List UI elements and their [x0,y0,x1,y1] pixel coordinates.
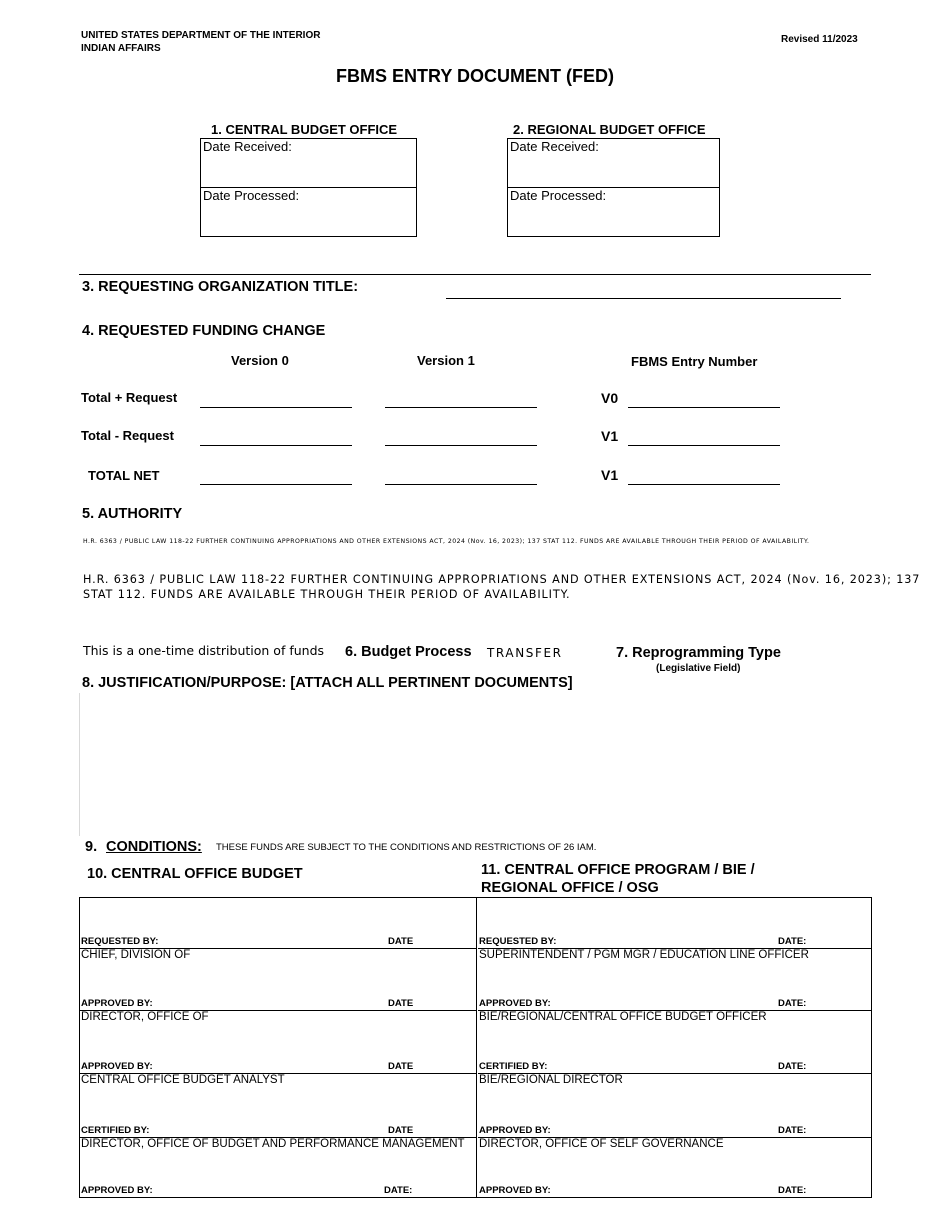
regional-budget-office-title: 2. REGIONAL BUDGET OFFICE [513,122,706,137]
total-minus-v1-input[interactable] [385,445,537,446]
signature-role: CERTIFIED BY: [81,1125,150,1136]
authority-text-line-1: H.R. 6363 / PUBLIC LAW 118-22 FURTHER CONTINUING APPROPRIATIONS AND OTHER EXTENSIONS ACT, 2024 (Nov. 16, 2023); 137 [83,573,921,586]
requesting-org-label: 3. REQUESTING ORGANIZATION TITLE: [82,279,359,295]
entry-v1b-label: V1 [601,467,619,483]
total-net-label: TOTAL NET [88,468,160,483]
central-date-processed-field[interactable] [201,187,416,235]
agency-line-1: UNITED STATES DEPARTMENT OF THE INTERIOR [81,30,321,41]
table-row[interactable] [478,1010,871,1073]
signature-title: CENTRAL OFFICE BUDGET ANALYST [81,1074,285,1086]
signature-table [79,897,872,1198]
agency-line-2: INDIAN AFFAIRS [81,43,161,54]
signature-date-label: DATE: [778,998,807,1009]
regional-date-received-field[interactable] [508,139,719,187]
version-0-header: Version 0 [231,353,289,368]
table-row[interactable] [478,948,871,1010]
table-row[interactable] [80,1073,476,1137]
signature-role: APPROVED BY: [479,1125,551,1136]
signature-role: APPROVED BY: [81,998,153,1009]
budget-process-value[interactable]: TRANSFER [487,646,563,660]
signature-role: APPROVED BY: [81,1185,153,1196]
version-1-header: Version 1 [417,353,475,368]
table-column-divider [476,898,477,1197]
signature-title: DIRECTOR, OFFICE OF [81,1011,209,1023]
central-office-program-label [481,861,755,897]
central-date-received-label: Date Received: [203,139,292,154]
central-office-program-label-line-1: 11. CENTRAL OFFICE PROGRAM / BIE / [481,862,755,878]
entry-v1b-input[interactable] [628,484,780,485]
signature-title: DIRECTOR, OFFICE OF BUDGET AND PERFORMANCE MANAGEMENT [81,1138,465,1150]
signature-date-label: DATE [388,936,414,947]
signature-date-label: DATE: [778,936,807,947]
signature-date-label: DATE: [778,1061,807,1072]
central-office-program-column [478,898,871,1197]
signature-role: APPROVED BY: [479,1185,551,1196]
requesting-org-input[interactable] [446,298,841,299]
conditions-number: 9. [85,839,98,855]
total-minus-v0-input[interactable] [200,445,352,446]
total-net-v0-input[interactable] [200,484,352,485]
conditions-text: THESE FUNDS ARE SUBJECT TO THE CONDITIONS AND RESTRICTIONS OF 26 IAM. [216,842,597,853]
legislative-field-note: (Legislative Field) [656,663,741,674]
entry-v1-label: V1 [601,428,619,444]
total-net-v1-input[interactable] [385,484,537,485]
central-office-budget-column [80,898,476,1197]
signature-date-label: DATE: [384,1185,413,1196]
central-budget-office-title: 1. CENTRAL BUDGET OFFICE [211,122,398,137]
central-budget-office-box [200,138,417,237]
authority-label: 5. AUTHORITY [82,506,183,522]
justification-textarea[interactable] [80,694,870,834]
signature-title: BIE/REGIONAL/CENTRAL OFFICE BUDGET OFFICER [479,1011,767,1023]
regional-date-processed-field[interactable] [508,187,719,235]
entry-v0-label: V0 [601,390,619,406]
total-minus-label: Total - Request [81,428,174,443]
total-plus-label: Total + Request [81,390,178,405]
funding-change-label: 4. REQUESTED FUNDING CHANGE [82,323,326,339]
fbms-entry-header: FBMS Entry Number [631,354,758,369]
budget-process-label: 6. Budget Process [345,644,472,660]
central-office-program-label-line-2: REGIONAL OFFICE / OSG [481,880,659,896]
table-top-gap [80,896,240,897]
table-row[interactable] [478,1137,871,1197]
signature-title: BIE/REGIONAL DIRECTOR [479,1074,623,1086]
authority-small-text: H.R. 6363 / PUBLIC LAW 118-22 FURTHER CONTINUING APPROPRIATIONS AND OTHER EXTENSIONS ACT, 2024 (Nov. 16, 2023); 137 STAT 112. FUNDS ARE AVAILABLE THROUGH THEIR PERIOD OF AVAILABILITY. [83,538,810,545]
conditions-label: CONDITIONS: [106,839,202,855]
page-title: FBMS ENTRY DOCUMENT (FED) [336,66,614,86]
signature-date-label: DATE [388,1125,414,1136]
table-row[interactable] [478,898,871,948]
reprogramming-type-label: 7. Reprogramming Type [616,645,781,661]
table-row[interactable] [80,1010,476,1073]
regional-budget-office-box [507,138,720,237]
central-office-budget-label: 10. CENTRAL OFFICE BUDGET [87,866,303,882]
central-date-processed-label: Date Processed: [203,188,300,203]
signature-title: DIRECTOR, OFFICE OF SELF GOVERNANCE [479,1138,724,1150]
signature-role: REQUESTED BY: [81,936,159,947]
central-date-received-field[interactable] [201,139,416,187]
authority-text-line-2: STAT 112. FUNDS ARE AVAILABLE THROUGH THEIR PERIOD OF AVAILABILITY. [83,588,571,601]
justification-label: 8. JUSTIFICATION/PURPOSE: [ATTACH ALL PERTINENT DOCUMENTS] [82,675,573,691]
signature-role: APPROVED BY: [479,998,551,1009]
section-divider [79,274,871,275]
total-plus-v1-input[interactable] [385,407,537,408]
signature-date-label: DATE: [778,1185,807,1196]
signature-date-label: DATE: [778,1125,807,1136]
table-row[interactable] [80,948,476,1010]
table-row[interactable] [478,1073,871,1137]
signature-date-label: DATE [388,1061,414,1072]
entry-v1-input[interactable] [628,445,780,446]
regional-date-received-label: Date Received: [510,139,599,154]
signature-role: CERTIFIED BY: [479,1061,548,1072]
revised-date: Revised 11/2023 [781,34,858,45]
table-row[interactable] [80,898,476,948]
table-row[interactable] [80,1137,476,1197]
signature-title: CHIEF, DIVISION OF [81,949,191,961]
total-plus-v0-input[interactable] [200,407,352,408]
signature-role: APPROVED BY: [81,1061,153,1072]
signature-date-label: DATE [388,998,414,1009]
entry-v0-input[interactable] [628,407,780,408]
regional-date-processed-label: Date Processed: [510,188,607,203]
one-time-distribution-text: This is a one-time distribution of funds [83,643,325,658]
signature-title: SUPERINTENDENT / PGM MGR / EDUCATION LINE OFFICER [479,949,809,961]
signature-role: REQUESTED BY: [479,936,557,947]
